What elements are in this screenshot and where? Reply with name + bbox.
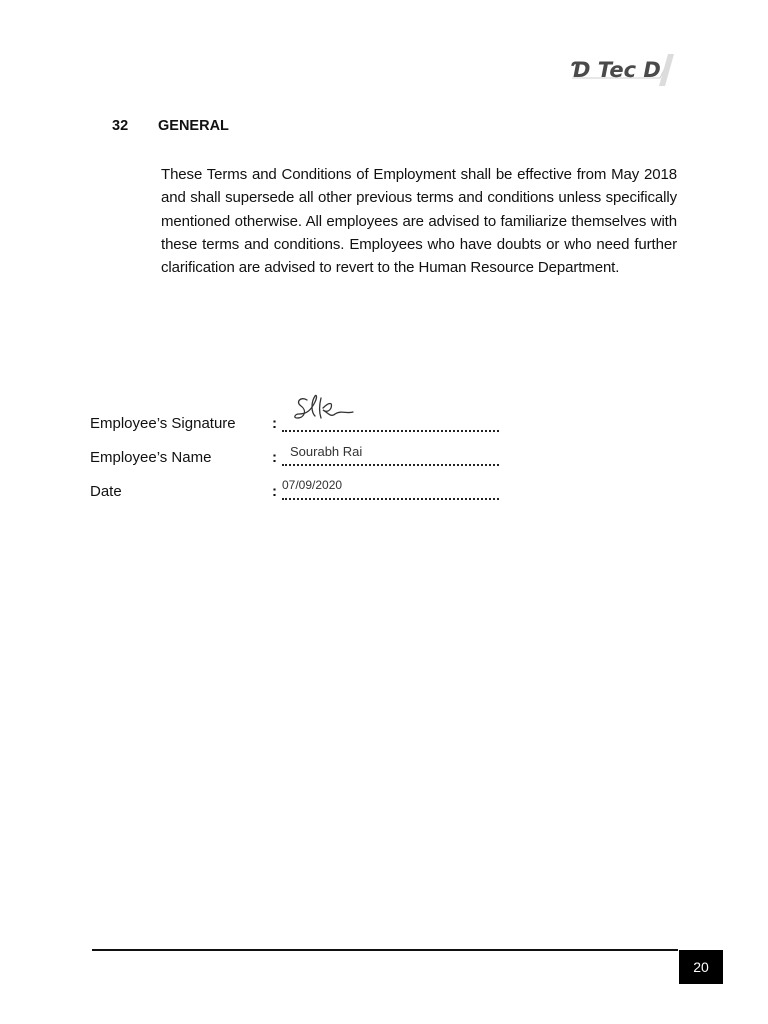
section-title: GENERAL	[158, 118, 229, 134]
date-colon: :	[272, 483, 277, 500]
svg-text:Ɗ Tec D: Ɗ Tec D	[572, 58, 661, 82]
section-heading	[112, 118, 229, 134]
signature-colon: :	[272, 415, 277, 432]
name-value: Sourabh Rai	[290, 444, 363, 459]
terms-paragraph: These Terms and Conditions of Employment shall be effective from May 2018 and shall supersede all other previous terms and conditions unless specifically mentioned otherwise. All employees are advised to familiarize themselves with these terms and conditions. Employees who have doubts or who need further clarification are advised to revert to the Human Resource Department.	[161, 166, 677, 277]
name-colon: :	[272, 449, 277, 466]
footer-rule	[92, 949, 678, 951]
page-number: 20	[679, 950, 723, 984]
signature-row	[90, 415, 510, 437]
tec-d-logo	[566, 50, 678, 90]
signature-line	[282, 430, 499, 432]
date-label: Date	[90, 483, 122, 500]
date-value: 07/09/2020	[282, 478, 343, 492]
name-line	[282, 464, 499, 466]
section-number: 32	[112, 118, 129, 134]
signature-label: Employee’s Signature	[90, 415, 236, 432]
date-row	[90, 478, 510, 505]
date-line	[282, 498, 499, 500]
name-row	[90, 444, 510, 471]
name-label: Employee’s Name	[90, 449, 212, 466]
